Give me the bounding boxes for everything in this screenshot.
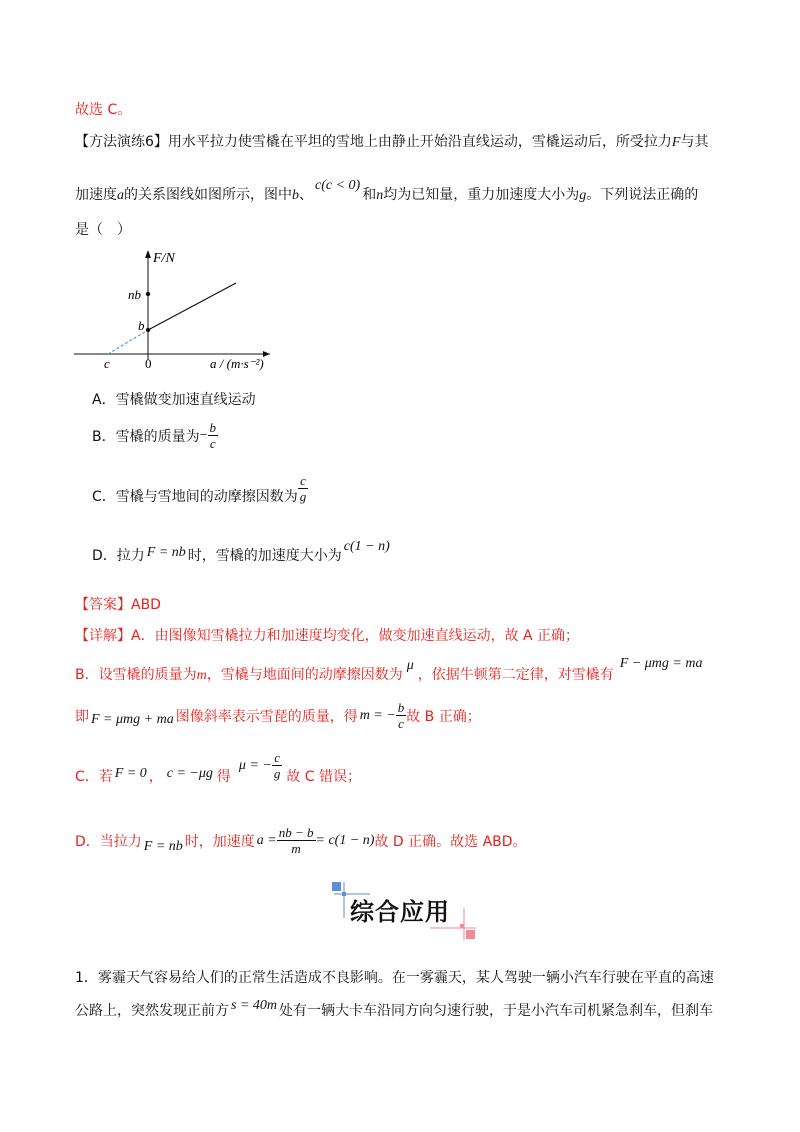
explanation-d-fraction: $\frac{nb - b}{m}$: [278, 825, 314, 856]
next-problem-line-1: 1．雾霾天气容易给人们的正常生活造成不良影响。在一雾霾天，某人驾驶一辆小汽车行驶在平直的高速: [75, 970, 714, 986]
y-axis-arrow: [145, 250, 151, 258]
force-acceleration-graph: [70, 248, 290, 376]
problem-line-1: 【方法演练6】用水平拉力使雪橇在平坦的雪地上由静止开始沿直线运动，雪橇运动后，所受拉力F与其: [75, 134, 709, 150]
x-axis-label: a / (m·s⁻²): [210, 356, 264, 371]
force-line: [148, 283, 236, 330]
section-heading: [330, 880, 480, 942]
explanation-c: C．若 F = 0 ， c = −μg 得 μ = − $\frac{c}{g}$ 故 C 错误；: [75, 750, 362, 785]
answer: 【答案】ABD: [75, 597, 161, 613]
problem-line-3: 是（ ）: [75, 222, 131, 238]
option-a: A．雪橇做变加速直线运动: [92, 392, 256, 408]
explanation-c-fraction: $\frac{c}{g}$: [273, 750, 281, 781]
x-axis-arrow: [263, 351, 270, 357]
explanation-a: 【详解】A．由图像知雪橇拉力和加速度均变化，做变加速直线运动，故 A 正确；: [75, 628, 580, 644]
problem-line-2: 加速度a的关系图线如图所示，图中b、c(c < 0)和n均为已知量，重力加速度大小为g。下列说法正确的: [75, 178, 699, 203]
option-b: B．雪橇的质量为 − $\frac{b}{c}$: [92, 420, 217, 451]
label-c: c: [104, 356, 110, 371]
explanation-b2-fraction: $\frac{b}{c}$: [397, 700, 405, 731]
next-problem-line-2: 公路上，突然发现正前方 s = 40m 处有一辆大卡车沿同方向匀速行驶，于是小汽车司机紧急刹车，但刹车: [75, 998, 714, 1019]
option-b-fraction: $\frac{b}{c}$: [209, 420, 217, 451]
previous-answer: 故选 C。: [75, 102, 132, 118]
explanation-d: D．当拉力 F = nb 时，加速度 a = $\frac{nb - b}{m}$ = c(1 − n) 故 D 正确。故选 ABD。: [75, 825, 527, 856]
label-b: b: [138, 318, 145, 333]
point-b: [146, 328, 150, 332]
explanation-b: B．设雪橇的质量为m，雪橇与地面间的动摩擦因数为μ，依据牛顿第二定律，对雪橇有F − μmg = ma: [75, 656, 703, 683]
option-c-fraction: $\frac{c}{g}$: [299, 472, 307, 504]
problem-label: 【方法演练6】: [75, 134, 168, 150]
y-axis-label: F/N: [153, 251, 175, 266]
dashed-extension-line: [108, 330, 148, 354]
option-c: C．雪橇与雪地间的动摩擦因数为 $\frac{c}{g}$: [92, 472, 307, 505]
label-nb: nb: [128, 287, 141, 302]
point-nb: [146, 292, 150, 296]
section-heading-text: 综合应用: [350, 898, 450, 926]
label-origin: 0: [145, 356, 152, 371]
option-d: D．拉力 F = nb 时，雪橇的加速度大小为c(1 − n): [92, 539, 390, 564]
explanation-b2: 即 F = μmg + ma 图像斜率表示雪琵的质量，得 m = − $\frac{b}{c}$ 故 B 正确；: [75, 700, 481, 731]
